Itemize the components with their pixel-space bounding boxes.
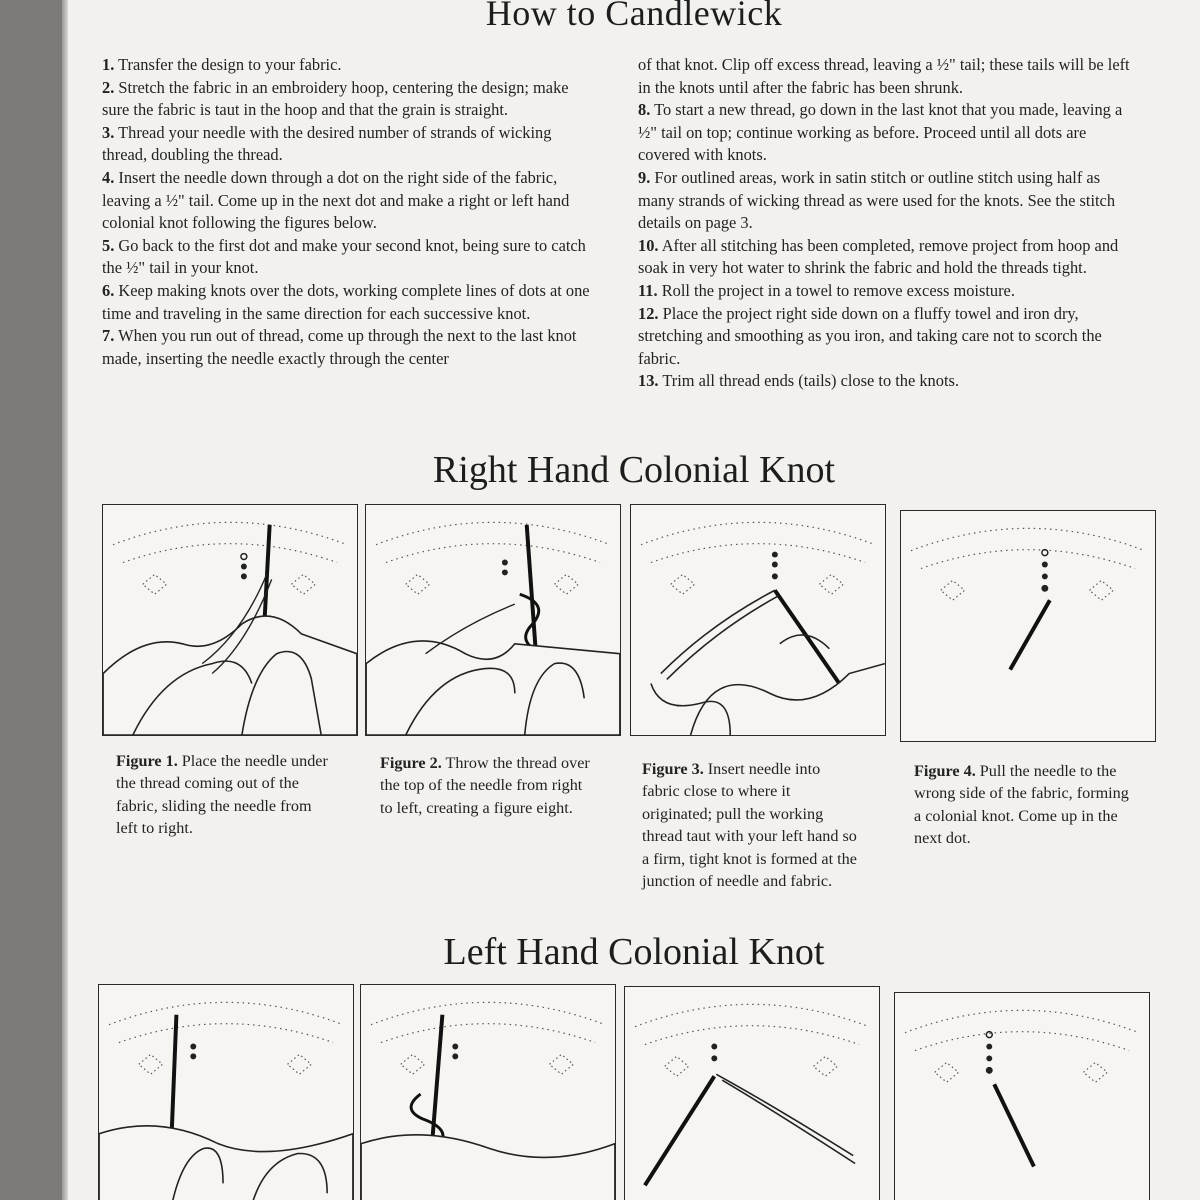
knot-illustration-icon (99, 985, 353, 1200)
step-text: When you run out of thread, come up through the next to the last knot made, inserting the needle exactly through the center (102, 326, 577, 368)
step-number: 9. (638, 167, 651, 187)
step-number: 1. (102, 55, 115, 74)
instruction-step (102, 235, 598, 280)
figure-text: Pull the needle to the wrong side of the fabric, forming a colonial knot. Come up in the next dot. (914, 762, 1129, 848)
instruction-step (102, 54, 598, 77)
instruction-step (638, 235, 1134, 280)
step-number: 4. (102, 167, 115, 187)
figure-2-illustration (365, 504, 621, 736)
step-number: 5. (102, 235, 115, 255)
figure-3-caption (642, 758, 858, 892)
step-number: 2. (102, 77, 115, 97)
knot-illustration-icon (631, 505, 885, 735)
step-text: After all stitching has been completed, remove project from hoop and soak in very hot water to shrink the fabric and hold the threads tight. (638, 235, 1119, 278)
knot-illustration-icon (366, 505, 620, 735)
figure-label: Figure 3. (642, 760, 704, 778)
instruction-step (102, 325, 598, 370)
document-page (68, 0, 1200, 1200)
figure-2-caption (380, 752, 596, 819)
instructions-column-right (638, 54, 1134, 393)
instructions-column-left (102, 54, 598, 370)
left-figure-1-illustration (98, 984, 354, 1200)
step-text: Insert the needle down through a dot on the right side of the fabric, leaving a ½" tail. Come up in the next dot and make a right or left hand colonial knot following the figures below. (102, 167, 570, 233)
figure-text: Throw the thread over the top of the needle from right to left, creating a figure eight. (380, 754, 590, 817)
step-number: 3. (102, 122, 115, 142)
step-text: Stretch the fabric in an embroidery hoop, centering the design; make sure the fabric is taut in the hoop and that the grain is straight. (102, 77, 569, 120)
step-text: Place the project right side down on a fluffy towel and iron dry, stretching and smoothing as you iron, and taking care not to scorch the fabric. (638, 303, 1102, 368)
step-text: For outlined areas, work in satin stitch or outline stitch using half as many strands of wicking thread as were used for the knots. See the stitch details on page 3. (638, 167, 1116, 233)
left-figure-3-illustration (624, 986, 880, 1200)
step-number: 6. (102, 280, 115, 300)
step-text: Thread your needle with the desired number of strands of wicking thread, doubling the thread. (102, 122, 552, 165)
figure-label: Figure 2. (380, 754, 442, 772)
step-number: 8. (638, 100, 651, 120)
instruction-step (638, 167, 1134, 235)
knot-illustration-icon (901, 511, 1155, 741)
figure-label: Figure 4. (914, 762, 976, 780)
step-text: To start a new thread, go down in the last knot that you made, leaving a ½" tail on top; continue working as before. Proceed until all dots are covered with knots. (638, 100, 1123, 165)
step-text: Transfer the design to your fabric. (118, 55, 342, 74)
instruction-step (102, 280, 598, 325)
step-number: 7. (102, 326, 115, 346)
instruction-step (638, 303, 1134, 371)
instruction-step (638, 99, 1134, 167)
instruction-step (102, 122, 598, 167)
instruction-step (102, 167, 598, 235)
page-title: How to Candlewick (485, 0, 783, 33)
step-number: 13. (638, 371, 659, 391)
step-number: 12. (638, 303, 659, 323)
instruction-step-continued: of that knot. Clip off excess thread, leaving a ½" tail; these tails will be left in the knots until after the fabric has been shrunk. (638, 55, 1130, 97)
figure-text: Place the needle under the thread coming out of the fabric, sliding the needle from left to right. (116, 752, 328, 838)
step-text: Trim all thread ends (tails) close to the knots. (662, 371, 959, 391)
step-number: 10. (638, 235, 659, 255)
figure-1-illustration (102, 504, 358, 736)
left-figure-2-illustration (360, 984, 616, 1200)
left-figure-4-illustration (894, 992, 1150, 1200)
figure-4-illustration (900, 510, 1156, 742)
step-text: Go back to the first dot and make your second knot, being sure to catch the ½" tail in your knot. (102, 235, 586, 278)
instruction-step (638, 370, 1134, 393)
figure-text: Insert needle into fabric close to where it originated; pull the working thread taut with your left hand so a firm, tight knot is formed at the junction of needle and fabric. (642, 760, 857, 891)
knot-illustration-icon (103, 505, 357, 735)
knot-illustration-icon (625, 987, 879, 1200)
step-text: Keep making knots over the dots, working complete lines of dots at one time and traveling in the same direction for each successive knot. (102, 280, 590, 323)
figure-label: Figure 1. (116, 752, 178, 770)
knot-illustration-icon (895, 993, 1149, 1200)
instruction-step (638, 280, 1134, 303)
figure-1-caption (116, 750, 332, 840)
figure-4-caption (914, 760, 1130, 850)
step-text: Roll the project in a towel to remove excess moisture. (661, 280, 1015, 300)
knot-illustration-icon (361, 985, 615, 1200)
left-hand-section-title: Left Hand Colonial Knot (443, 931, 825, 973)
instruction-step (102, 77, 598, 122)
step-number: 11. (638, 280, 658, 300)
right-hand-section-title: Right Hand Colonial Knot (432, 449, 836, 491)
figure-3-illustration (630, 504, 886, 736)
